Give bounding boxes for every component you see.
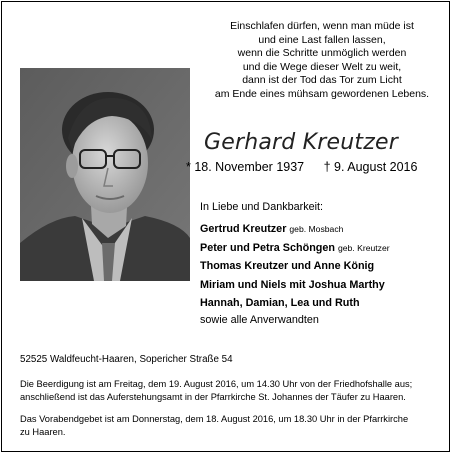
funeral-notice (20, 378, 440, 403)
life-dates (186, 160, 417, 174)
portrait-photo (20, 68, 190, 281)
family-list (200, 201, 390, 326)
poem-line: wenn die Schritte unmöglich werden (237, 47, 407, 60)
family-outro: sowie alle Anverwandten (200, 313, 319, 326)
list-item (200, 220, 390, 239)
poem-line: dann ist der Tod das Tor zum Licht (242, 74, 402, 87)
prayer-line: Das Vorabendgebet ist am Donnerstag, dem 18. August 2016, um 18.30 Uhr in der Pfarrkirche (20, 414, 409, 424)
prayer-notice (20, 413, 440, 438)
member-name: Miriam und Niels mit Joshua Marthy (200, 278, 385, 291)
family-intro: In Liebe und Dankbarkeit: (200, 201, 324, 213)
member-name: Gertrud Kreutzer (200, 223, 287, 235)
poem-line: und die Wege dieser Welt zu weit, (242, 60, 402, 73)
list-item (200, 239, 390, 258)
maiden-name-note: geb. Kreutzer (338, 242, 390, 253)
list-item (200, 257, 390, 276)
member-name: Hannah, Damian, Lea und Ruth (200, 297, 360, 310)
memorial-poem (202, 20, 442, 102)
member-name: Thomas Kreutzer und Anne König (200, 260, 375, 273)
poem-line: am Ende eines mühsam gewordenen Lebens. (214, 87, 430, 100)
deceased-name: Gerhard Kreutzer (204, 130, 398, 155)
death-date: † 9. August 2016 (323, 160, 418, 174)
funeral-line: anschließend ist das Auferstehungsamt in der Pfarrkirche St. Johannes der Täufer zu Haaren. (20, 391, 406, 402)
funeral-line: Die Beerdigung ist am Freitag, dem 19. August 2016, um 14.30 Uhr von der Friedhofshalle aus; (20, 379, 413, 389)
address-line: 52525 Waldfeucht-Haaren, Sopericher Straße 54 (20, 354, 233, 365)
list-item (200, 276, 390, 295)
prayer-line: zu Haaren. (20, 426, 66, 437)
maiden-name-note: geb. Mosbach (289, 224, 344, 234)
poem-line: Einschlafen dürfen, wenn man müde ist (230, 20, 414, 32)
birth-date: * 18. November 1937 (186, 160, 305, 174)
member-name: Peter und Petra Schöngen (200, 241, 335, 254)
list-item (200, 294, 390, 313)
obituary-card (1, 1, 450, 452)
poem-line: und eine Last fallen lassen, (258, 33, 386, 46)
